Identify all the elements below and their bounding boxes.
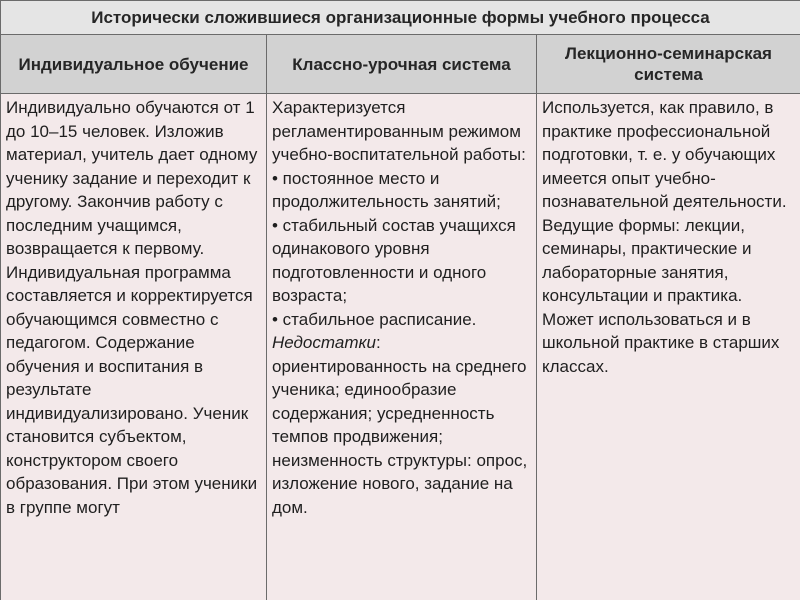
drawbacks-label: Недостатки (272, 333, 376, 352)
cell-lecture-seminar (537, 94, 800, 600)
cell-class-lesson (267, 94, 537, 600)
title-row (1, 1, 800, 35)
class-lesson-description: Характеризуется регламентированным режимом учебно-воспитательной работы: • постоянное место и продолжительность занятий; • стабильный состав учащихся одинакового уровня подготовленности и одного возраста; • стабильное расписание. (272, 98, 526, 329)
table-title: Исторически сложившиеся организационные формы учебного процесса (1, 1, 800, 35)
column-header-class-lesson: Классно-урочная система (267, 35, 537, 94)
column-header-lecture-seminar: Лекционно-семинарская система (537, 35, 800, 94)
column-header-individual: Индивидуальное обучение (1, 35, 267, 94)
drawbacks-text: : ориентированность на среднего ученика; единообразие содержания; усредненность темпов продвижения; неизменность структуры: опрос, изложение нового, задание на дом. (272, 333, 528, 517)
cell-class-lesson-text (272, 96, 531, 519)
cell-individual (1, 94, 267, 600)
cell-individual-text: Индивидуально обучаются от 1 до 10–15 человек. Изложив материал, учитель дает одному ученику задание и переходит к другому. Закончив работу с последним учащимся, возвращается к первому. Индивидуальная программа составляется и корректируется обучающимся совместно с педагогом. Содержание обучения и воспитания в результате индивидуализировано. Ученик становится субъектом, конструктором своего образования. При этом ученики в группе могут (6, 98, 258, 517)
table-row (1, 94, 800, 600)
cell-lecture-seminar-text: Используется, как правило, в практике профессиональной подготовки, т. е. у обучающих имеется опыт учебно-познавательной деятельности. Ведущие формы: лекции, семинары, практические и лабораторные занятия, консультации и практика. Может использоваться и в школьной практике в старших классах. (542, 98, 787, 376)
header-row (1, 35, 800, 94)
